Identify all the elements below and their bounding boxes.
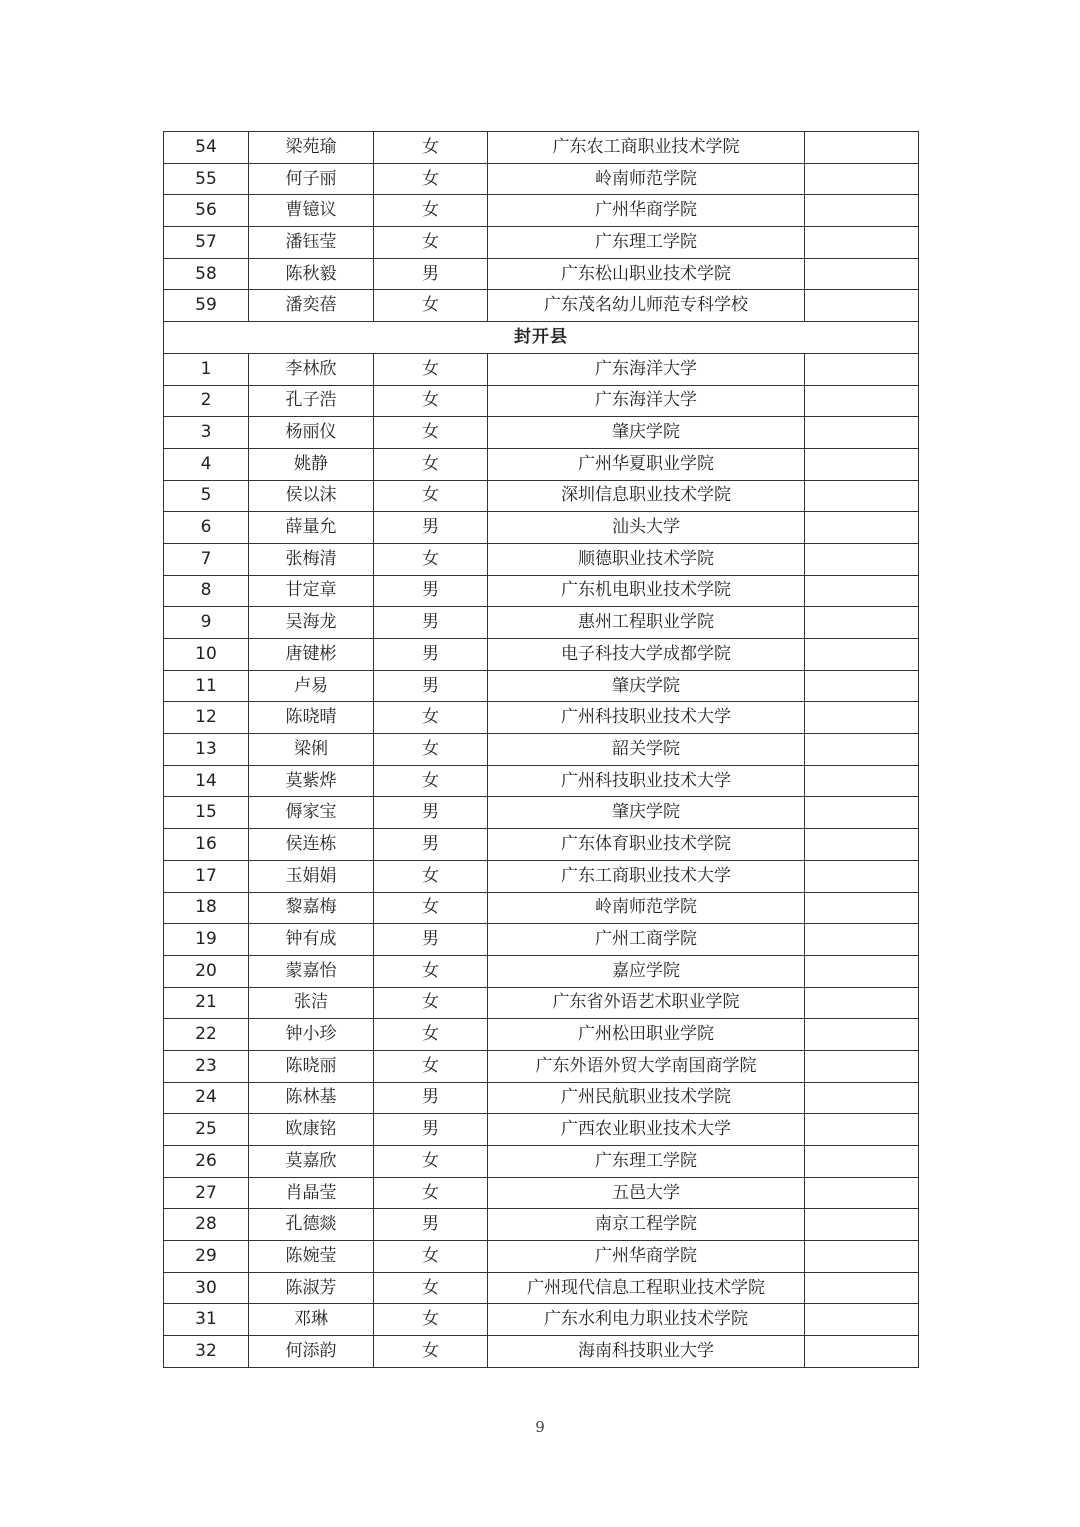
section-header-row	[164, 322, 919, 354]
row-number-cell: 4	[164, 448, 249, 480]
school-cell: 海南科技职业大学	[488, 1336, 805, 1368]
gender-cell: 女	[374, 385, 488, 417]
school-cell: 广东松山职业技术学院	[488, 258, 805, 290]
gender-cell: 男	[374, 1209, 488, 1241]
table-row	[164, 734, 919, 766]
row-number-cell: 14	[164, 765, 249, 797]
gender-cell: 女	[374, 480, 488, 512]
row-number-cell: 58	[164, 258, 249, 290]
remark-cell	[805, 1304, 919, 1336]
row-number-cell: 21	[164, 987, 249, 1019]
school-cell: 广州现代信息工程职业技术学院	[488, 1272, 805, 1304]
school-cell: 广州工商学院	[488, 924, 805, 956]
table-row	[164, 1050, 919, 1082]
table-row	[164, 1146, 919, 1178]
remark-cell	[805, 543, 919, 575]
row-number-cell: 29	[164, 1241, 249, 1273]
name-cell: 钟小珍	[249, 1019, 374, 1051]
remark-cell	[805, 227, 919, 259]
name-cell: 潘奕蓓	[249, 290, 374, 322]
remark-cell	[805, 512, 919, 544]
name-cell: 黎嘉梅	[249, 892, 374, 924]
name-cell: 陈婉莹	[249, 1241, 374, 1273]
gender-cell: 女	[374, 1336, 488, 1368]
table-row	[164, 1272, 919, 1304]
gender-cell: 男	[374, 924, 488, 956]
row-number-cell: 11	[164, 670, 249, 702]
remark-cell	[805, 1209, 919, 1241]
table-row	[164, 1304, 919, 1336]
table-row	[164, 765, 919, 797]
school-cell: 广东外语外贸大学南国商学院	[488, 1050, 805, 1082]
school-cell: 岭南师范学院	[488, 163, 805, 195]
roster-rows-after	[164, 353, 919, 1367]
remark-cell	[805, 829, 919, 861]
row-number-cell: 16	[164, 829, 249, 861]
remark-cell	[805, 385, 919, 417]
table-row	[164, 1177, 919, 1209]
gender-cell: 女	[374, 1019, 488, 1051]
table-row	[164, 1336, 919, 1368]
remark-cell	[805, 797, 919, 829]
remark-cell	[805, 195, 919, 227]
remark-cell	[805, 1082, 919, 1114]
gender-cell: 女	[374, 417, 488, 449]
school-cell: 五邑大学	[488, 1177, 805, 1209]
table-row	[164, 227, 919, 259]
row-number-cell: 19	[164, 924, 249, 956]
row-number-cell: 32	[164, 1336, 249, 1368]
gender-cell: 女	[374, 1177, 488, 1209]
school-cell: 广东海洋大学	[488, 385, 805, 417]
row-number-cell: 22	[164, 1019, 249, 1051]
school-cell: 肇庆学院	[488, 417, 805, 449]
table-row	[164, 1019, 919, 1051]
table-row	[164, 924, 919, 956]
gender-cell: 女	[374, 195, 488, 227]
remark-cell	[805, 987, 919, 1019]
table-row	[164, 639, 919, 671]
remark-cell	[805, 734, 919, 766]
row-number-cell: 18	[164, 892, 249, 924]
row-number-cell: 24	[164, 1082, 249, 1114]
table-row	[164, 512, 919, 544]
school-cell: 汕头大学	[488, 512, 805, 544]
remark-cell	[805, 1019, 919, 1051]
gender-cell: 女	[374, 1272, 488, 1304]
school-cell: 广州科技职业技术大学	[488, 765, 805, 797]
remark-cell	[805, 670, 919, 702]
gender-cell: 女	[374, 987, 488, 1019]
row-number-cell: 13	[164, 734, 249, 766]
name-cell: 陈晓晴	[249, 702, 374, 734]
gender-cell: 男	[374, 797, 488, 829]
school-cell: 广东海洋大学	[488, 353, 805, 385]
roster-rows-before	[164, 132, 919, 322]
row-number-cell: 17	[164, 860, 249, 892]
gender-cell: 女	[374, 227, 488, 259]
gender-cell: 女	[374, 448, 488, 480]
name-cell: 陈秋毅	[249, 258, 374, 290]
gender-cell: 男	[374, 258, 488, 290]
school-cell: 肇庆学院	[488, 670, 805, 702]
name-cell: 何添韵	[249, 1336, 374, 1368]
name-cell: 玉娟娟	[249, 860, 374, 892]
name-cell: 傉家宝	[249, 797, 374, 829]
remark-cell	[805, 892, 919, 924]
name-cell: 甘定章	[249, 575, 374, 607]
remark-cell	[805, 1272, 919, 1304]
remark-cell	[805, 417, 919, 449]
school-cell: 广州科技职业技术大学	[488, 702, 805, 734]
table-row	[164, 480, 919, 512]
gender-cell: 女	[374, 1050, 488, 1082]
row-number-cell: 12	[164, 702, 249, 734]
name-cell: 蒙嘉怡	[249, 955, 374, 987]
table-row	[164, 1114, 919, 1146]
school-cell: 惠州工程职业学院	[488, 607, 805, 639]
row-number-cell: 27	[164, 1177, 249, 1209]
school-cell: 嘉应学院	[488, 955, 805, 987]
gender-cell: 男	[374, 512, 488, 544]
school-cell: 深圳信息职业技术学院	[488, 480, 805, 512]
remark-cell	[805, 607, 919, 639]
school-cell: 广东工商职业技术大学	[488, 860, 805, 892]
row-number-cell: 5	[164, 480, 249, 512]
remark-cell	[805, 955, 919, 987]
name-cell: 肖晶莹	[249, 1177, 374, 1209]
table-row	[164, 290, 919, 322]
remark-cell	[805, 290, 919, 322]
name-cell: 何子丽	[249, 163, 374, 195]
name-cell: 梁俐	[249, 734, 374, 766]
name-cell: 陈晓丽	[249, 1050, 374, 1082]
gender-cell: 女	[374, 955, 488, 987]
table-row	[164, 258, 919, 290]
gender-cell: 女	[374, 702, 488, 734]
gender-cell: 男	[374, 575, 488, 607]
row-number-cell: 7	[164, 543, 249, 575]
remark-cell	[805, 1050, 919, 1082]
table-row	[164, 955, 919, 987]
name-cell: 薛量允	[249, 512, 374, 544]
table-row	[164, 353, 919, 385]
remark-cell	[805, 575, 919, 607]
gender-cell: 男	[374, 829, 488, 861]
gender-cell: 女	[374, 765, 488, 797]
school-cell: 广东理工学院	[488, 1146, 805, 1178]
name-cell: 张洁	[249, 987, 374, 1019]
name-cell: 杨丽仪	[249, 417, 374, 449]
gender-cell: 女	[374, 892, 488, 924]
remark-cell	[805, 639, 919, 671]
table-row	[164, 860, 919, 892]
row-number-cell: 59	[164, 290, 249, 322]
row-number-cell: 28	[164, 1209, 249, 1241]
name-cell: 曹镱议	[249, 195, 374, 227]
name-cell: 侯以沫	[249, 480, 374, 512]
gender-cell: 女	[374, 290, 488, 322]
gender-cell: 男	[374, 1082, 488, 1114]
school-cell: 广东茂名幼儿师范专科学校	[488, 290, 805, 322]
table-row	[164, 195, 919, 227]
name-cell: 莫嘉欣	[249, 1146, 374, 1178]
row-number-cell: 9	[164, 607, 249, 639]
table-row	[164, 1209, 919, 1241]
table-row	[164, 163, 919, 195]
gender-cell: 女	[374, 353, 488, 385]
row-number-cell: 1	[164, 353, 249, 385]
name-cell: 陈淑芳	[249, 1272, 374, 1304]
row-number-cell: 26	[164, 1146, 249, 1178]
row-number-cell: 56	[164, 195, 249, 227]
school-cell: 韶关学院	[488, 734, 805, 766]
remark-cell	[805, 765, 919, 797]
gender-cell: 女	[374, 734, 488, 766]
gender-cell: 女	[374, 1304, 488, 1336]
school-cell: 广州华夏职业学院	[488, 448, 805, 480]
section-title: 封开县	[164, 322, 919, 354]
page-number: 9	[535, 1418, 545, 1436]
row-number-cell: 57	[164, 227, 249, 259]
row-number-cell: 31	[164, 1304, 249, 1336]
name-cell: 唐键彬	[249, 639, 374, 671]
row-number-cell: 8	[164, 575, 249, 607]
remark-cell	[805, 860, 919, 892]
table-row	[164, 385, 919, 417]
table-row	[164, 607, 919, 639]
gender-cell: 男	[374, 607, 488, 639]
row-number-cell: 6	[164, 512, 249, 544]
school-cell: 南京工程学院	[488, 1209, 805, 1241]
school-cell: 广州华商学院	[488, 1241, 805, 1273]
remark-cell	[805, 1336, 919, 1368]
school-cell: 广东水利电力职业技术学院	[488, 1304, 805, 1336]
row-number-cell: 55	[164, 163, 249, 195]
gender-cell: 女	[374, 543, 488, 575]
section-header-group	[164, 322, 919, 354]
remark-cell	[805, 353, 919, 385]
row-number-cell: 54	[164, 132, 249, 164]
remark-cell	[805, 924, 919, 956]
table-row	[164, 1241, 919, 1273]
school-cell: 广州松田职业学院	[488, 1019, 805, 1051]
gender-cell: 女	[374, 1146, 488, 1178]
name-cell: 卢易	[249, 670, 374, 702]
table-row	[164, 1082, 919, 1114]
remark-cell	[805, 1146, 919, 1178]
name-cell: 李林欣	[249, 353, 374, 385]
remark-cell	[805, 1241, 919, 1273]
school-cell: 肇庆学院	[488, 797, 805, 829]
name-cell: 钟有成	[249, 924, 374, 956]
name-cell: 张梅清	[249, 543, 374, 575]
name-cell: 吴海龙	[249, 607, 374, 639]
name-cell: 莫紫烨	[249, 765, 374, 797]
table-row	[164, 702, 919, 734]
school-cell: 广州华商学院	[488, 195, 805, 227]
school-cell: 电子科技大学成都学院	[488, 639, 805, 671]
gender-cell: 男	[374, 1114, 488, 1146]
school-cell: 广东机电职业技术学院	[488, 575, 805, 607]
row-number-cell: 25	[164, 1114, 249, 1146]
table-row	[164, 575, 919, 607]
remark-cell	[805, 1114, 919, 1146]
name-cell: 姚静	[249, 448, 374, 480]
name-cell: 陈林基	[249, 1082, 374, 1114]
table-row	[164, 132, 919, 164]
row-number-cell: 23	[164, 1050, 249, 1082]
gender-cell: 女	[374, 1241, 488, 1273]
gender-cell: 男	[374, 639, 488, 671]
row-number-cell: 20	[164, 955, 249, 987]
school-cell: 广东理工学院	[488, 227, 805, 259]
row-number-cell: 15	[164, 797, 249, 829]
name-cell: 侯连栋	[249, 829, 374, 861]
gender-cell: 女	[374, 163, 488, 195]
row-number-cell: 2	[164, 385, 249, 417]
remark-cell	[805, 132, 919, 164]
name-cell: 欧康铭	[249, 1114, 374, 1146]
table-row	[164, 829, 919, 861]
table-row	[164, 892, 919, 924]
school-cell: 广东省外语艺术职业学院	[488, 987, 805, 1019]
gender-cell: 女	[374, 132, 488, 164]
table-row	[164, 670, 919, 702]
gender-cell: 女	[374, 860, 488, 892]
remark-cell	[805, 702, 919, 734]
gender-cell: 男	[374, 670, 488, 702]
roster-table	[163, 131, 919, 1368]
table-row	[164, 987, 919, 1019]
row-number-cell: 3	[164, 417, 249, 449]
table-row	[164, 797, 919, 829]
name-cell: 孔德燚	[249, 1209, 374, 1241]
remark-cell	[805, 1177, 919, 1209]
name-cell: 孔子浩	[249, 385, 374, 417]
table-row	[164, 448, 919, 480]
school-cell: 广东体育职业技术学院	[488, 829, 805, 861]
remark-cell	[805, 480, 919, 512]
remark-cell	[805, 448, 919, 480]
school-cell: 广西农业职业技术大学	[488, 1114, 805, 1146]
remark-cell	[805, 258, 919, 290]
remark-cell	[805, 163, 919, 195]
name-cell: 梁苑瑜	[249, 132, 374, 164]
school-cell: 顺德职业技术学院	[488, 543, 805, 575]
school-cell: 广州民航职业技术学院	[488, 1082, 805, 1114]
school-cell: 广东农工商职业技术学院	[488, 132, 805, 164]
row-number-cell: 30	[164, 1272, 249, 1304]
table-row	[164, 417, 919, 449]
name-cell: 潘钰莹	[249, 227, 374, 259]
table-row	[164, 543, 919, 575]
school-cell: 岭南师范学院	[488, 892, 805, 924]
name-cell: 邓琳	[249, 1304, 374, 1336]
row-number-cell: 10	[164, 639, 249, 671]
